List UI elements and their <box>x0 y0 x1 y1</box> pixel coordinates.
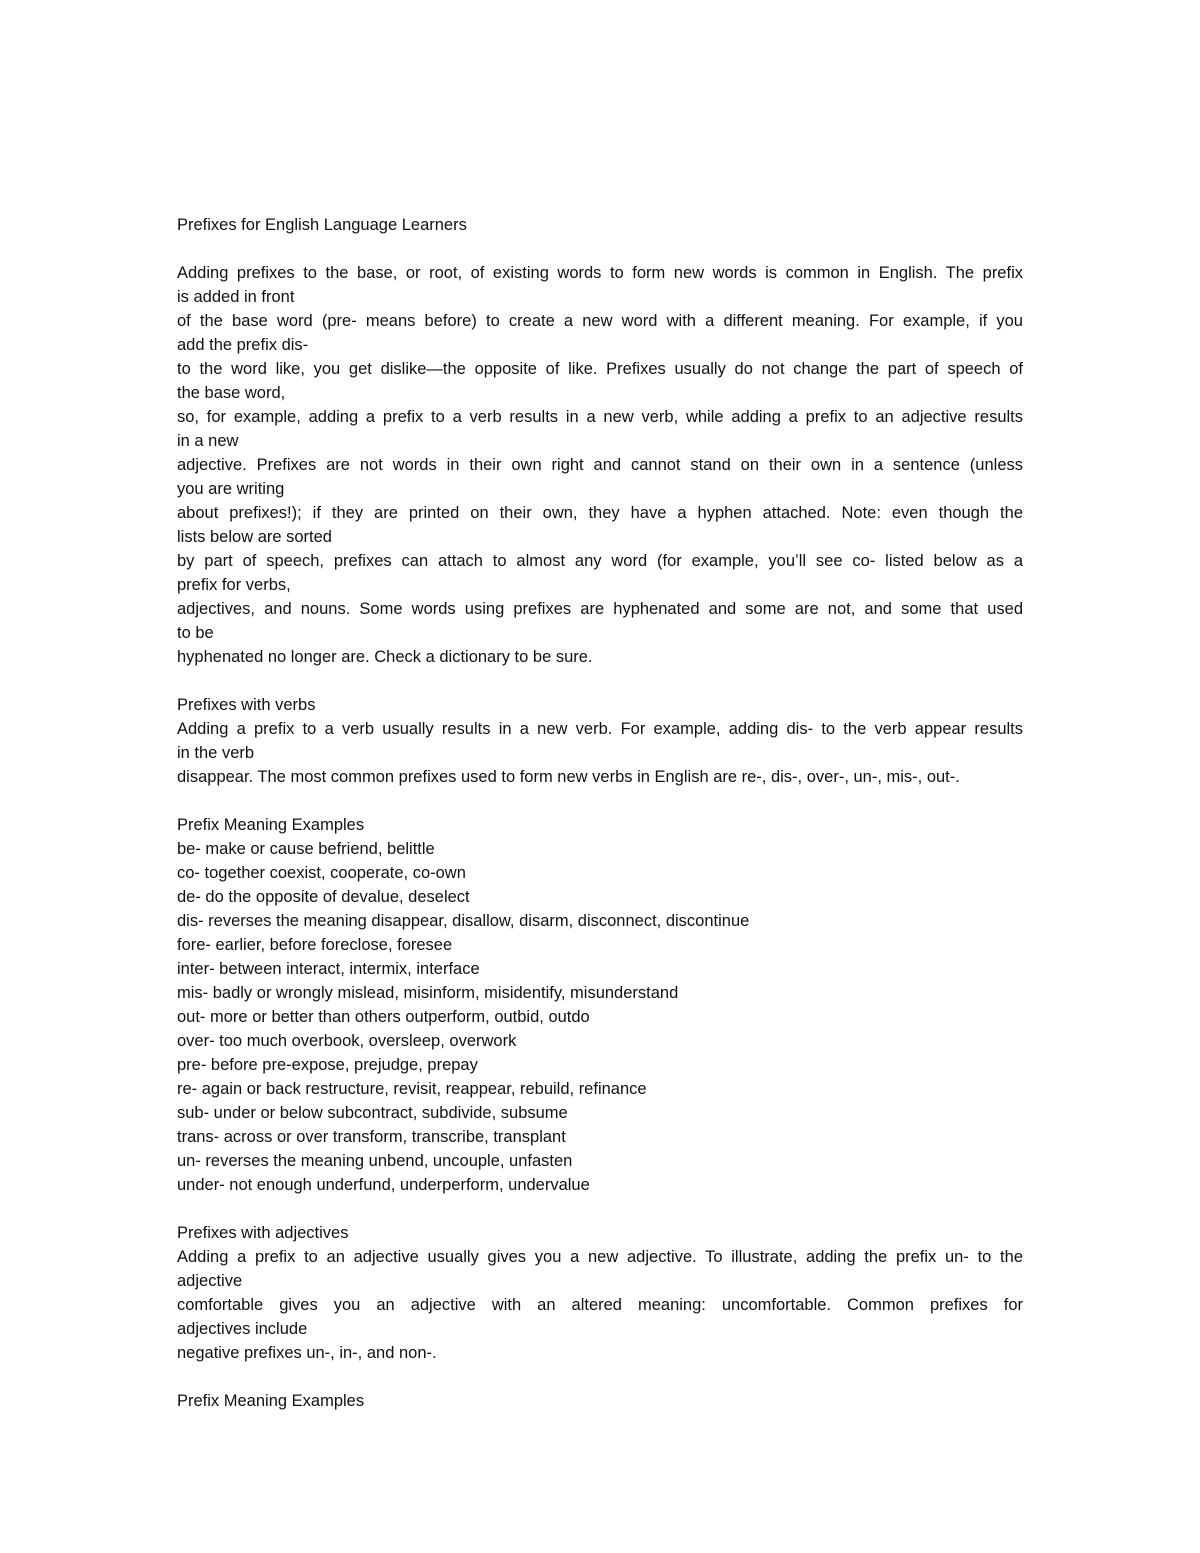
text-line: to be <box>177 624 214 642</box>
text-line: adjective <box>177 1272 243 1290</box>
adjectives-table-header: Prefix Meaning Examples <box>177 1392 365 1410</box>
text-line: in a new <box>177 432 239 450</box>
text-line: of the base word (pre- means before) to create a new word with a different meaning. For example, if you <box>177 312 1023 330</box>
text-line: adjective. Prefixes are not words in their own right and cannot stand on their own in a sentence (unless <box>177 456 1023 474</box>
verbs-table-header: Prefix Meaning Examples <box>177 816 365 834</box>
section-heading-adjectives: Prefixes with adjectives <box>177 1224 349 1242</box>
table-row: out- more or better than others outperform, outbid, outdo <box>177 1008 590 1026</box>
table-row: dis- reverses the meaning disappear, disallow, disarm, disconnect, discontinue <box>177 912 750 930</box>
text-line: lists below are sorted <box>177 528 332 546</box>
text-line: by part of speech, prefixes can attach to almost any word (for example, you’ll see co- listed below as a <box>177 552 1023 570</box>
text-line: Adding a prefix to a verb usually results in a new verb. For example, adding dis- to the verb appear results <box>177 720 1023 738</box>
table-row: co- together coexist, cooperate, co-own <box>177 864 466 882</box>
table-row: re- again or back restructure, revisit, reappear, rebuild, refinance <box>177 1080 647 1098</box>
spacer <box>177 669 1023 693</box>
table-row: under- not enough underfund, underperform, undervalue <box>177 1176 590 1194</box>
spacer <box>177 1365 1023 1389</box>
text-line: you are writing <box>177 480 285 498</box>
document-title: Prefixes for English Language Learners <box>177 216 467 234</box>
text-line: in the verb <box>177 744 255 762</box>
table-row: un- reverses the meaning unbend, uncouple, unfasten <box>177 1152 573 1170</box>
spacer <box>177 1197 1023 1221</box>
text-line: adjectives include <box>177 1320 308 1338</box>
text-line: adjectives, and nouns. Some words using prefixes are hyphenated and some are not, and some that used <box>177 600 1023 618</box>
verbs-paragraph <box>177 717 1023 789</box>
table-row: pre- before pre-expose, prejudge, prepay <box>177 1056 478 1074</box>
text-line: disappear. The most common prefixes used to form new verbs in English are re-, dis-, over-, un-, mis-, out-. <box>177 768 960 786</box>
spacer <box>177 237 1023 261</box>
intro-paragraph <box>177 261 1023 669</box>
text-line: hyphenated no longer are. Check a dictionary to be sure. <box>177 648 593 666</box>
table-row: sub- under or below subcontract, subdivide, subsume <box>177 1104 568 1122</box>
document-page <box>177 213 1023 1413</box>
adjectives-paragraph <box>177 1245 1023 1365</box>
text-line: to the word like, you get dislike—the opposite of like. Prefixes usually do not change the part of speech of <box>177 360 1023 378</box>
text-line: add the prefix dis- <box>177 336 309 354</box>
section-heading-verbs: Prefixes with verbs <box>177 696 316 714</box>
text-line: so, for example, adding a prefix to a verb results in a new verb, while adding a prefix to an adjective results <box>177 408 1023 426</box>
text-line: is added in front <box>177 288 295 306</box>
table-row: inter- between interact, intermix, interface <box>177 960 480 978</box>
table-row: be- make or cause befriend, belittle <box>177 840 435 858</box>
text-line: prefix for verbs, <box>177 576 291 594</box>
table-row: over- too much overbook, oversleep, overwork <box>177 1032 517 1050</box>
text-line: comfortable gives you an adjective with an altered meaning: uncomfortable. Common prefixes for <box>177 1296 1023 1314</box>
table-row: de- do the opposite of devalue, deselect <box>177 888 470 906</box>
text-line: about prefixes!); if they are printed on their own, they have a hyphen attached. Note: even though the <box>177 504 1023 522</box>
text-line: negative prefixes un-, in-, and non-. <box>177 1344 437 1362</box>
spacer <box>177 789 1023 813</box>
table-row: trans- across or over transform, transcribe, transplant <box>177 1128 566 1146</box>
text-line: Adding a prefix to an adjective usually gives you a new adjective. To illustrate, adding the prefix un- to the <box>177 1248 1023 1266</box>
text-line: Adding prefixes to the base, or root, of existing words to form new words is common in English. The prefix <box>177 264 1023 282</box>
table-row: mis- badly or wrongly mislead, misinform, misidentify, misunderstand <box>177 984 679 1002</box>
table-row: fore- earlier, before foreclose, foresee <box>177 936 453 954</box>
text-line: the base word, <box>177 384 286 402</box>
verbs-table <box>177 837 1023 1197</box>
